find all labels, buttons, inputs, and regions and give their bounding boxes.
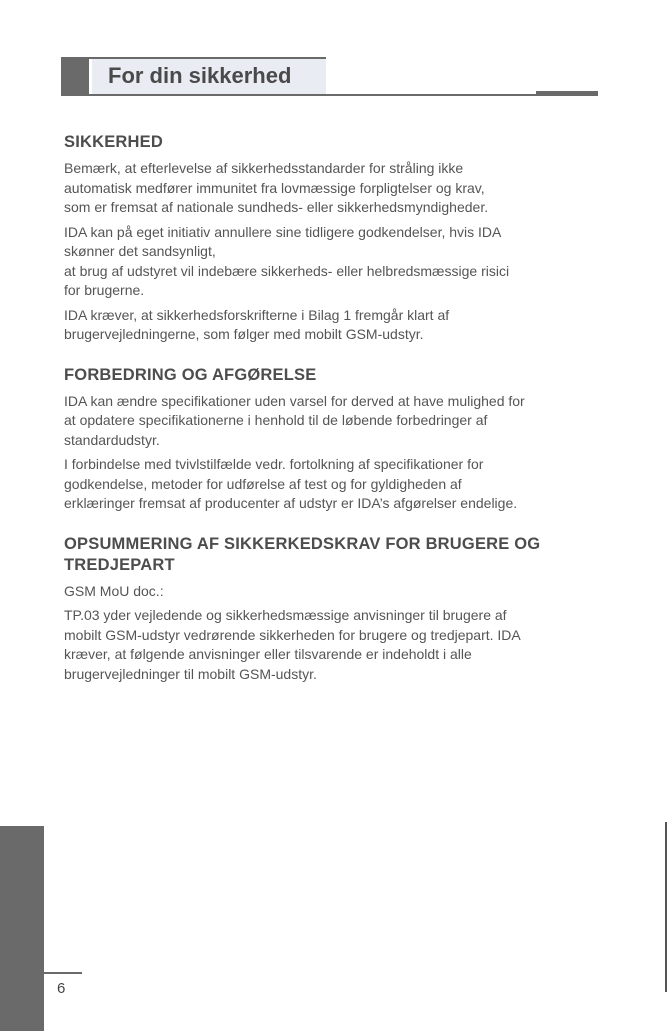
paragraph: TP.03 yder vejledende og sikkerhedsmæssige anvisninger til brugere af mobilt GSM-udstyr vedrørende sikkerheden for brugere og tredjepart. IDA kræver, at følgende anvisninger eller tilsvarende er indeholdt i alle brugervejledninger til mobilt GSM-udstyr. [64, 607, 521, 682]
paragraph: GSM MoU doc.: [64, 582, 164, 599]
page-edge-line [665, 822, 667, 992]
paragraph: IDA kan ændre specifikationer uden varsel for derved at have mulighed for at opdatere specifikationerne i henhold til de løbende forbedringer af standardudstyr. [64, 392, 525, 448]
header-square-marker [61, 59, 89, 94]
section-heading: FORBEDRING OG AFGØRELSE [64, 365, 317, 384]
header-title-box [92, 59, 326, 94]
paragraph: Bemærk, at efterlevelse af sikkerhedsstandarder for stråling ikke automatisk medfører immunitet fra lovmæssige forpligtelser og krav, som er fremsat af nationale sundheds- eller sikkerhedsmyndigheder. [64, 160, 489, 215]
page-number: 6 [57, 980, 66, 997]
section-heading: OPSUMMERING AF SIKKERKEDSKRAV FOR BRUGERE OG TREDJEPART [64, 534, 541, 574]
section-sikkerhed [64, 132, 604, 345]
page-header [61, 57, 598, 97]
section-forbedring [64, 365, 604, 514]
page-number-rule [44, 972, 82, 974]
paragraph: IDA kan på eget initiativ annullere sine tidligere godkendelser, hvis IDA skønner det sandsynligt, at brug af udstyret vil indebære sikkerheds- eller helbredsmæssige risici for brugerne. [64, 223, 510, 298]
page-content [64, 132, 604, 704]
page-title: For din sikkerhed [108, 63, 292, 88]
header-accent-bar [536, 91, 598, 95]
section-heading: SIKKERHED [64, 133, 163, 151]
section-opsummering [64, 534, 604, 685]
header-bottom-rule [61, 94, 598, 96]
paragraph: IDA kræver, at sikkerhedsforskrifterne i Bilag 1 fremgår klart af brugervejledningerne, som følger med mobilt GSM-udstyr. [64, 306, 450, 342]
side-tab-bar [0, 826, 44, 1031]
paragraph: I forbindelse med tvivlstilfælde vedr. fortolkning af specifikationer for godkendelse, metoder for udførelse af test og for gyldigheden af erklæringer fremsat af producenter af udstyr er IDA’s afgørelser endelige. [64, 456, 518, 511]
